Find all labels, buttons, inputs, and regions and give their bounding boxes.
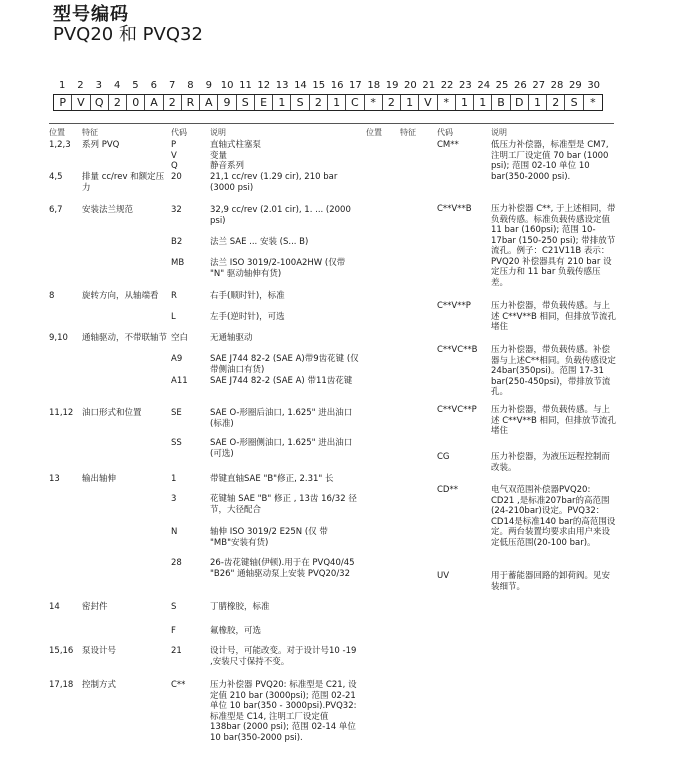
code-cell: P — [54, 95, 72, 110]
row-code: 28 — [171, 558, 182, 568]
right-row-code: C**VC**P — [437, 405, 477, 415]
position-number: 21 — [422, 80, 436, 91]
row-feature: 排量 cc/rev 和额定压力 — [82, 172, 165, 193]
row-feature: 通轴驱动，不带联轴节 — [82, 333, 168, 343]
code-cell: * — [365, 95, 383, 110]
row-description: 丁腈橡胶，标准 — [210, 602, 270, 612]
row-description: SAE J744 82-2 (SAE A)带9齿花键 (仅带侧油口有货) — [210, 354, 359, 375]
row-description: 压力补偿器 PVQ20: 标准型是 C21, 设定值 210 bar (3000psi); 范围 02-21 单位 10 bar(350 - 3000psi).PVQ32: 标准型是 C14, 注明工厂设定值 138bar (2000 psi); 范围 02-14 单位 10 bar(350-2000 psi). — [210, 680, 357, 743]
right-row-description: 压力补偿器，带负载传感。与上述 C**V**B 相同，但排放节流孔堵住 — [491, 301, 616, 332]
position-number: 27 — [532, 80, 546, 91]
code-cell: A — [200, 95, 218, 110]
row-code: B2 — [171, 237, 183, 247]
position-number: 18 — [367, 80, 381, 91]
right-row-description: 低压力补偿器，标准型是 CM7, 注明工厂设定值 70 bar (1000 psi); 范围 02-10 单位 10 bar(350-2000 psi). — [491, 140, 609, 182]
header-code: 代码 — [171, 128, 187, 137]
row-position: 6,7 — [49, 205, 63, 215]
code-cell: V — [72, 95, 90, 110]
code-cell: 1 — [328, 95, 346, 110]
code-cell: 2 — [310, 95, 328, 110]
position-number: 16 — [330, 80, 344, 91]
row-position: 9,10 — [49, 333, 68, 343]
row-description: 花键轴 SAE "B" 修正 , 13齿 16/32 径节，大径配合 — [210, 494, 357, 515]
code-cell: D — [511, 95, 529, 110]
row-code: C** — [171, 680, 186, 690]
row-feature: 系列 PVQ — [82, 140, 120, 150]
row-code: 1 — [171, 474, 177, 484]
row-feature: 控制方式 — [82, 680, 117, 690]
page-title: 型号编码 — [53, 4, 129, 25]
position-number: 1 — [58, 80, 66, 91]
row-feature: 油口形式和位置 — [82, 408, 142, 418]
row-description: 设计号，可能改变。对于设计号10 -19 ,安装尺寸保持不变。 — [210, 646, 357, 667]
code-cell: V — [419, 95, 437, 110]
row-code: SE — [171, 408, 182, 418]
row-position: 8 — [49, 291, 55, 301]
row-description: 直轴式柱塞泵 变量 静音系列 — [210, 140, 262, 171]
position-number: 24 — [477, 80, 491, 91]
row-description: SAE O-形圈侧油口, 1.625" 进出油口(可选) — [210, 438, 353, 459]
code-cells — [53, 94, 603, 111]
row-code: 20 — [171, 172, 182, 182]
right-row-description: 压力补偿器，为液压远程控制而改装。 — [491, 452, 611, 473]
row-code: P V Q — [171, 140, 178, 171]
header-rdesc: 说明 — [491, 128, 507, 137]
row-feature: 泵设计号 — [82, 646, 117, 656]
row-description: SAE J744 82-2 (SAE A) 带11齿花键 — [210, 376, 353, 386]
position-number: 8 — [187, 80, 194, 91]
header-rcode: 代码 — [437, 128, 453, 137]
code-cell: Q — [91, 95, 109, 110]
right-row-code: C**V**B — [437, 204, 472, 214]
position-number: 12 — [257, 80, 271, 91]
row-feature: 安装法兰规范 — [82, 205, 134, 215]
header-desc: 说明 — [210, 128, 226, 137]
row-description: 法兰 ISO 3019/2-100A2HW (仅带 "N" 驱动轴伸有货) — [210, 258, 346, 279]
row-code: L — [171, 312, 176, 322]
row-feature: 密封件 — [82, 602, 108, 612]
row-position: 1,2,3 — [49, 140, 71, 150]
position-number: 11 — [239, 80, 252, 91]
position-number: 10 — [220, 80, 234, 91]
header-pos: 位置 — [49, 128, 65, 137]
code-cell: * — [438, 95, 456, 110]
row-description: 无通轴驱动 — [210, 333, 253, 343]
position-number: 17 — [349, 80, 362, 91]
position-number: 19 — [385, 80, 399, 91]
row-code: A9 — [171, 354, 183, 364]
position-number: 5 — [132, 80, 139, 91]
row-code: SS — [171, 438, 182, 448]
row-position: 13 — [49, 474, 60, 484]
position-number: 30 — [587, 80, 601, 91]
row-position: 17,18 — [49, 680, 74, 690]
position-number: 14 — [294, 80, 307, 91]
right-row-code: CM** — [437, 140, 459, 150]
position-number: 4 — [113, 80, 121, 91]
code-cell: 2 — [109, 95, 127, 110]
code-cell: 1 — [529, 95, 547, 110]
position-number: 15 — [312, 80, 326, 91]
position-number: 6 — [150, 80, 157, 91]
row-code: 空白 — [171, 333, 189, 343]
row-code: A11 — [171, 376, 188, 386]
row-position: 4,5 — [49, 172, 63, 182]
row-description: 32,9 cc/rev (2.01 cir), 1. ... (2000 psi) — [210, 205, 351, 226]
right-row-description: 压力补偿器，带负载传感。与上述 C**V**B 相同，但排放节流孔堵住 — [491, 405, 616, 436]
header-feat: 特征 — [82, 128, 98, 137]
right-row-code: C**VC**B — [437, 345, 478, 355]
page-subtitle: PVQ20 和 PVQ32 — [53, 24, 203, 45]
row-code: F — [171, 626, 176, 636]
position-number: 26 — [514, 80, 527, 91]
model-code-bar — [53, 80, 603, 111]
right-row-description: 电气双范围补偿器PVQ20: CD21 ,是标准207bar的高范围(24-210bar)设定。PVQ32：CD14是标准140 bar的高范围设定。两台装置均要求由用户来设定低压范围(20-100 bar)。 — [491, 485, 616, 548]
code-cell: 1 — [401, 95, 419, 110]
position-number: 23 — [459, 80, 472, 91]
right-row-code: CG — [437, 452, 450, 462]
right-row-code: UV — [437, 571, 450, 581]
row-description: 26-齿花键轴(伊顿).用于在 PVQ40/45 "B26" 通轴驱动泵上安装 PVQ20/32 — [210, 558, 355, 579]
position-number: 20 — [404, 80, 417, 91]
position-number: 25 — [495, 80, 509, 91]
row-code: 21 — [171, 646, 182, 656]
row-description: SAE O-形圈后油口, 1.625" 进出油口(标准) — [210, 408, 353, 429]
header-rfeat: 特征 — [400, 128, 416, 137]
position-number: 7 — [168, 80, 176, 91]
row-description: 带键直轴SAE "B"修正, 2.31" 长 — [210, 474, 334, 484]
row-code: MB — [171, 258, 185, 268]
code-cell: 0 — [127, 95, 145, 110]
code-cell: S — [237, 95, 255, 110]
code-cell: * — [590, 96, 596, 109]
position-number: 22 — [440, 80, 454, 91]
row-code: 3 — [171, 494, 177, 504]
position-number: 3 — [95, 80, 102, 91]
right-row-description: 压力补偿器 C**, 于上述相同，带负载传感。标准负载传感设定值 11 bar (160psi); 范围 10-17bar (150-250 psi); 带排放节流孔。例子：C21V11B 表示：PVQ20 补偿器具有 210 bar 设定压力和 11 bar 负载传感压差。 — [491, 204, 616, 288]
row-code: 32 — [171, 205, 182, 215]
row-code: S — [171, 602, 177, 612]
row-position: 15,16 — [49, 646, 74, 656]
code-cell: 2 — [383, 95, 401, 110]
code-cell: S — [565, 95, 583, 110]
row-description: 左手(逆时针)，可选 — [210, 312, 285, 322]
position-number: 2 — [77, 80, 84, 91]
code-cell: C — [346, 95, 364, 110]
right-row-description: 压力补偿器，带负载传感。补偿器与上述C**相同。负载传感设定24bar(350psi)。范围 17-31 bar(250-450psi)，带排放节流孔。 — [491, 345, 616, 397]
right-row-code: CD** — [437, 485, 458, 495]
row-description: 轴伸 ISO 3019/2 E25N (仅 带 "MB"安装有货) — [210, 527, 328, 548]
code-cell: S — [291, 95, 309, 110]
right-row-code: C**V**P — [437, 301, 471, 311]
code-cell: 1 — [474, 95, 492, 110]
code-cell: 1 — [456, 95, 474, 110]
row-description: 21,1 cc/rev (1.29 cir), 210 bar (3000 psi) — [210, 172, 338, 193]
row-feature: 旋转方向，从轴端看 — [82, 291, 159, 301]
position-number: 9 — [205, 80, 212, 91]
code-cell: 1 — [273, 95, 291, 110]
right-row-description: 用于蓄能器回路的卸荷阀。见安装细节。 — [491, 571, 611, 592]
code-cell: E — [255, 95, 273, 110]
header-rpos: 位置 — [366, 128, 382, 137]
position-number: 28 — [550, 80, 564, 91]
row-position: 11,12 — [49, 408, 74, 418]
code-cell: 9 — [218, 95, 236, 110]
code-cell: R — [182, 95, 200, 110]
row-description: 右手(顺时针)，标准 — [210, 291, 285, 301]
row-feature: 输出轴伸 — [82, 474, 117, 484]
code-cell: 2 — [547, 95, 565, 110]
position-numbers — [53, 80, 603, 94]
divider — [49, 123, 614, 124]
code-cell: B — [492, 95, 510, 110]
code-cell: A — [145, 95, 163, 110]
row-code: N — [171, 527, 178, 537]
code-cell: 2 — [164, 95, 182, 110]
row-description: 法兰 SAE ... 安装 (S... B) — [210, 237, 309, 247]
position-number: 29 — [568, 80, 582, 91]
row-code: R — [171, 291, 177, 301]
position-number: 13 — [275, 80, 289, 91]
row-description: 氟橡胶，可选 — [210, 626, 262, 636]
row-position: 14 — [49, 602, 60, 612]
